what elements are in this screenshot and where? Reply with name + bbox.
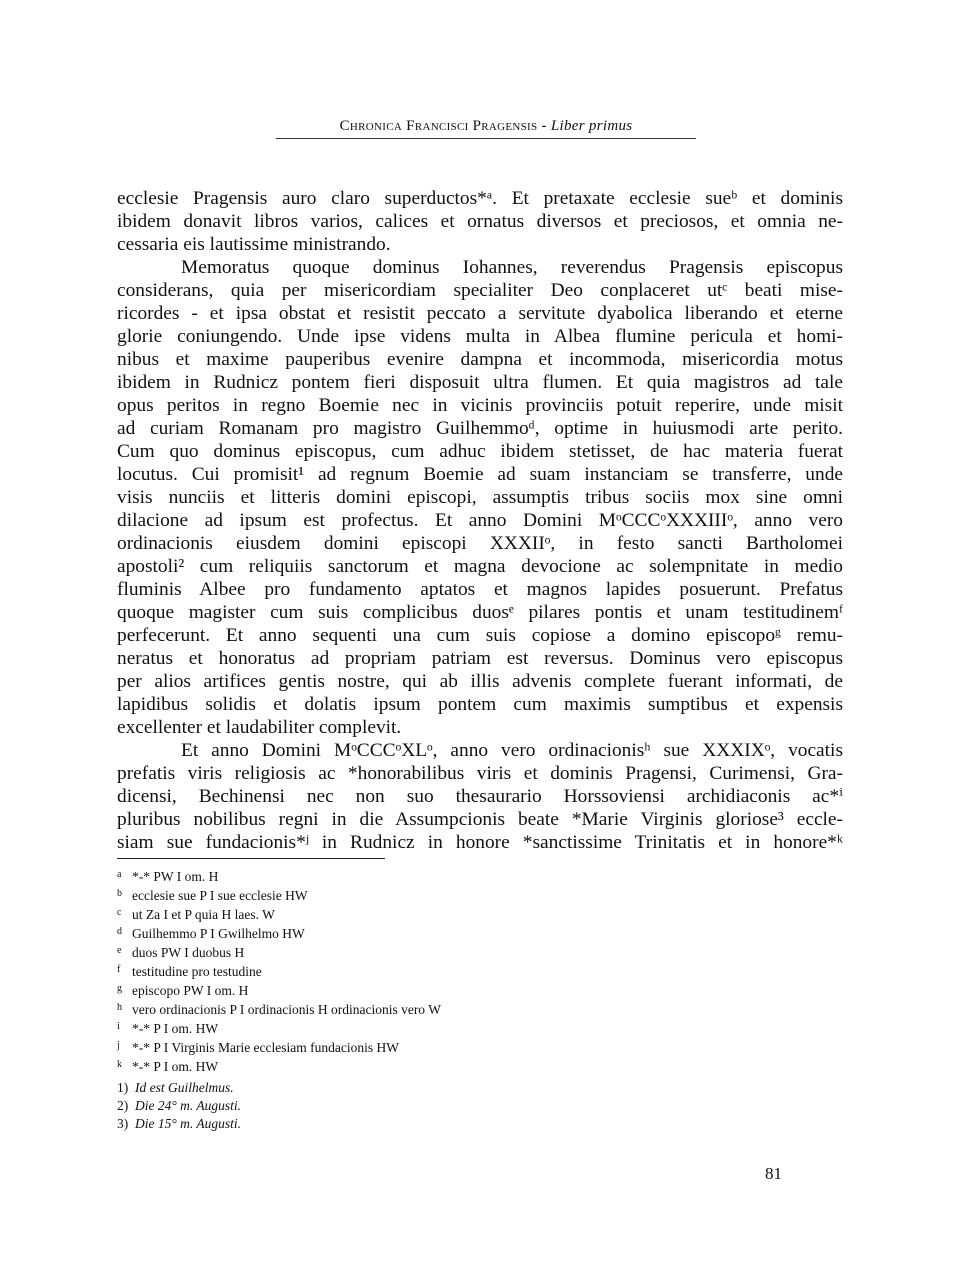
running-header-subtitle: Liber primus (550, 118, 633, 134)
text-line: prefatis viris religiosis ac *honorabilibus viris et dominis Pragensi, Curimensi, Gra- (117, 763, 843, 784)
footnote-mark: k (117, 1059, 122, 1070)
text-line: pluribus nobilibus regni in die Assumpcionis beate *Marie Virginis gloriose³ eccle- (117, 809, 843, 830)
note (117, 1115, 241, 1133)
footnote-mark: h (117, 1002, 122, 1013)
page-number: 81 (765, 1164, 782, 1183)
running-header-separator: - (537, 118, 551, 134)
text-line: ibidem donavit libros varios, calices et ornatus diversos et preciosos, et omnia ne- (117, 211, 843, 232)
note-text: Die 15° m. Augusti. (135, 1116, 242, 1131)
footnote (117, 868, 218, 886)
footnote-text: duos PW I duobus H (132, 945, 245, 960)
note-text: Die 24° m. Augusti. (135, 1098, 242, 1113)
text-line: locutus. Cui promisit¹ ad regnum Boemie ad suam instanciam se transferre, unde (117, 464, 843, 485)
text-line: Cum quo dominus episcopus, cum adhuc ibidem stetisset, de hac materia fuerat (117, 441, 843, 462)
footnote (117, 1058, 218, 1076)
footnote-text: Guilhemmo P I Gwilhelmo HW (132, 926, 305, 941)
note-number: 3) (117, 1116, 129, 1131)
text-line: opus peritos in regno Boemie nec in vicinis provinciis potuit reperire, unde misit (117, 395, 843, 416)
footnote-mark: e (117, 945, 122, 956)
text-line: neratus et honoratus ad propriam patriam est reversus. Dominus vero episcopus (117, 648, 843, 669)
footnote (117, 887, 308, 905)
footnote (117, 944, 244, 962)
footnote-text: *-* P I Virginis Marie ecclesiam fundacionis HW (132, 1040, 400, 1055)
footnote-rule (117, 858, 385, 859)
footnote-text: vero ordinacionis P I ordinacionis H ordinacionis vero W (132, 1002, 441, 1017)
header-rule (276, 138, 696, 139)
footnote-text: ecclesie sue P I sue ecclesie HW (132, 888, 308, 903)
text-line: siam sue fundacionis*ʲ in Rudnicz in honore *sanctissime Trinitatis et in honore*ᵏ (117, 832, 843, 853)
footnote-mark: i (117, 1021, 120, 1032)
text-line: ibidem in Rudnicz pontem fieri disposuit ultra flumen. Et quia magistros ad tale (117, 372, 843, 393)
running-header-title: Chronica Francisci Pragensis (339, 118, 538, 134)
note (117, 1097, 241, 1115)
footnote-mark: j (117, 1040, 120, 1051)
text-line: Et anno Domini MᵒCCCᵒXLᵒ, anno vero ordinacionisʰ sue XXXIXᵒ, vocatis (181, 740, 843, 761)
text-line: dilacione ad ipsum est profectus. Et anno Domini MᵒCCCᵒXXXIIIᵒ, anno vero (117, 510, 843, 531)
text-line: ad curiam Romanam pro magistro Guilhemmoᵈ, optime in huiusmodi arte perito. (117, 418, 843, 439)
text-line: ordinacionis eiusdem domini episcopi XXXIIᵒ, in festo sancti Bartholomei (117, 533, 843, 554)
text-line: per alios artifices gentis nostre, qui ab illis advenis complete fuerant informati, de (117, 671, 843, 692)
text-line: Memoratus quoque dominus Iohannes, reverendus Pragensis episcopus (181, 257, 843, 278)
text-line: quoque magister cum suis complicibus duosᵉ pilares pontis et unam testitudinemᶠ (117, 602, 843, 623)
text-line: fluminis Albee pro fundamento aptatos et magnos lapides posuerunt. Prefatus (117, 579, 843, 600)
text-line: excellenter et laudabiliter complevit. (117, 717, 402, 738)
text-line: ecclesie Pragensis auro claro superductos*ᵃ. Et pretaxate ecclesie sueᵇ et dominis (117, 188, 843, 209)
footnote (117, 963, 262, 981)
footnote-text: testitudine pro testudine (132, 964, 262, 979)
footnote-mark: d (117, 926, 122, 937)
footnote-text: episcopo PW I om. H (132, 983, 249, 998)
text-line: considerans, quia per misericordiam specialiter Deo conplaceret utᶜ beati mise- (117, 280, 843, 301)
text-line: lapidibus solidis et dolatis ipsum pontem cum maximis sumptibus et expensis (117, 694, 843, 715)
note-number: 2) (117, 1098, 129, 1113)
text-line: apostoli² cum reliquiis sanctorum et magna devocione ac solempnitate in medio (117, 556, 843, 577)
text-line: dicensi, Bechinensi nec non suo thesaurario Horssoviensi archidiaconis ac*ⁱ (117, 786, 843, 807)
text-line: cessaria eis lautissime ministrando. (117, 234, 391, 255)
footnote-mark: f (117, 964, 121, 975)
footnote-text: *-* PW I om. H (132, 869, 219, 884)
footnote-text: ut Za I et P quia H laes. W (132, 907, 275, 922)
footnote-mark: c (117, 907, 122, 918)
footnote (117, 1039, 399, 1057)
footnote (117, 982, 248, 1000)
footnote-mark: g (117, 983, 122, 994)
running-header (276, 118, 696, 135)
text-line: visis nunciis et litteris domini episcopi, assumptis tribus sociis mox sine omni (117, 487, 843, 508)
footnote (117, 1020, 218, 1038)
note-text: Id est Guilhelmus. (135, 1080, 234, 1095)
note (117, 1079, 234, 1097)
note-number: 1) (117, 1080, 129, 1095)
footnote-mark: a (117, 869, 122, 880)
text-line: perfecerunt. Et anno sequenti una cum suis copiose a domino episcopoᵍ remu- (117, 625, 843, 646)
footnote (117, 925, 305, 943)
text-line: glorie coniungendo. Unde ipse videns multa in Albea flumine pericula et homi- (117, 326, 843, 347)
text-line: nibus et maxime pauperibus evenire dampna et incommoda, misericordia motus (117, 349, 843, 370)
footnote-text: *-* P I om. HW (132, 1021, 219, 1036)
footnote-text: *-* P I om. HW (132, 1059, 219, 1074)
footnote-mark: b (117, 888, 122, 899)
footnote (117, 1001, 441, 1019)
text-line: ricordes - et ipsa obstat et resistit peccato a servitute dyabolica liberando et eterne (117, 303, 843, 324)
footnote (117, 906, 275, 924)
